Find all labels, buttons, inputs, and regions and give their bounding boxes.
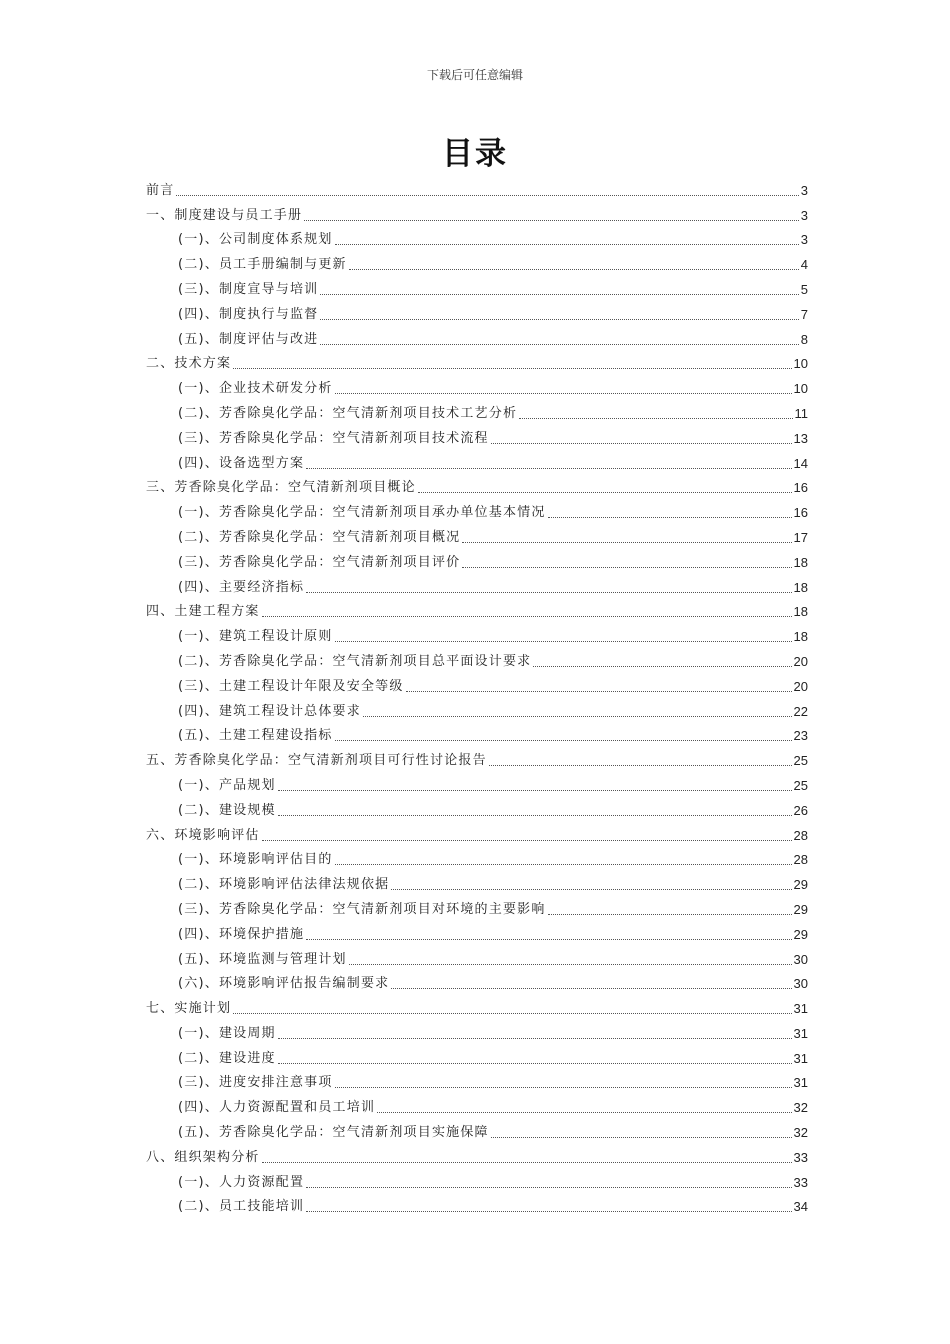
toc-subsection-entry[interactable] [146,1068,808,1093]
toc-subsection-entry[interactable] [146,969,808,994]
toc-entry-label: (三)、制度宣导与培训 [178,281,319,297]
toc-entry-label: 六、环境影响评估 [146,827,260,843]
toc-dot-leader [262,616,792,617]
toc-subsection-entry[interactable] [146,225,808,250]
toc-page-number: 10 [793,381,808,397]
toc-section-entry[interactable] [146,175,808,200]
toc-page-number: 32 [793,1125,808,1141]
toc-dot-leader [320,294,798,295]
toc-dot-leader [306,939,791,940]
toc-subsection-entry[interactable] [146,572,808,597]
toc-section-entry[interactable] [146,993,808,1018]
toc-dot-leader [548,914,792,915]
toc-section-entry[interactable] [146,349,808,374]
toc-entry-label: (三)、芳香除臭化学品：空气清新剂项目技术流程 [178,430,489,446]
toc-dot-leader [233,1013,791,1014]
toc-subsection-entry[interactable] [146,621,808,646]
toc-dot-leader [262,1162,792,1163]
toc-entry-label: (一)、公司制度体系规划 [178,232,333,248]
toc-page-number: 20 [793,653,808,669]
toc-entry-label: (四)、主要经济指标 [178,579,305,595]
toc-subsection-entry[interactable] [146,497,808,522]
toc-dot-leader [233,368,791,369]
toc-page-number: 13 [793,430,808,446]
toc-page-number: 31 [793,1025,808,1041]
toc-page-number: 18 [793,579,808,595]
toc-entry-label: (四)、设备选型方案 [178,455,305,471]
toc-subsection-entry[interactable] [146,1092,808,1117]
toc-dot-leader [462,567,791,568]
toc-dot-leader [491,443,792,444]
toc-entry-label: (二)、建设进度 [178,1050,276,1066]
toc-entry-label: (五)、芳香除臭化学品：空气清新剂项目实施保障 [178,1125,489,1141]
toc-dot-leader [548,517,792,518]
toc-dot-leader [278,1063,792,1064]
toc-subsection-entry[interactable] [146,547,808,572]
toc-page-number: 34 [793,1199,808,1215]
toc-subsection-entry[interactable] [146,770,808,795]
toc-page-number: 31 [793,1075,808,1091]
toc-entry-label: (三)、土建工程设计年限及安全等级 [178,678,404,694]
toc-entry-label: (二)、员工手册编制与更新 [178,257,347,273]
toc-entry-label: 二、技术方案 [146,356,232,372]
toc-section-entry[interactable] [146,745,808,770]
toc-dot-leader [335,641,792,642]
toc-entry-label: (一)、建筑工程设计原则 [178,629,333,645]
toc-dot-leader [335,393,792,394]
toc-page-number: 26 [793,802,808,818]
toc-entry-label: (五)、土建工程建设指标 [178,728,333,744]
toc-page-number: 32 [793,1100,808,1116]
toc-dot-leader [391,889,791,890]
toc-entry-label: 五、芳香除臭化学品：空气清新剂项目可行性讨论报告 [146,753,487,769]
toc-dot-leader [320,319,798,320]
toc-dot-leader [306,468,791,469]
toc-dot-leader [176,195,798,196]
toc-page-number: 3 [800,232,808,248]
toc-entry-label: (二)、芳香除臭化学品：空气清新剂项目技术工艺分析 [178,405,518,421]
toc-page-number: 3 [800,182,808,198]
toc-dot-leader [335,1087,792,1088]
toc-subsection-entry[interactable] [146,696,808,721]
toc-subsection-entry[interactable] [146,249,808,274]
toc-page-number: 29 [793,877,808,893]
toc-section-entry[interactable] [146,597,808,622]
toc-entry-label: 四、土建工程方案 [146,604,260,620]
toc-dot-leader [335,864,792,865]
toc-entry-label: (一)、产品规划 [178,777,276,793]
table-of-contents [146,175,808,1216]
toc-dot-leader [533,666,791,667]
toc-dot-leader [489,765,792,766]
toc-subsection-entry[interactable] [146,398,808,423]
toc-subsection-entry[interactable] [146,944,808,969]
toc-entry-label: (四)、建筑工程设计总体要求 [178,703,361,719]
toc-subsection-entry[interactable] [146,646,808,671]
toc-section-entry[interactable] [146,1142,808,1167]
toc-dot-leader [462,542,791,543]
toc-subsection-entry[interactable] [146,919,808,944]
toc-dot-leader [391,988,791,989]
toc-subsection-entry[interactable] [146,845,808,870]
toc-subsection-entry[interactable] [146,423,808,448]
toc-page-number: 29 [793,926,808,942]
toc-dot-leader [278,815,792,816]
toc-dot-leader [278,790,792,791]
toc-subsection-entry[interactable] [146,1117,808,1142]
toc-page-number: 18 [793,604,808,620]
toc-page-number: 28 [793,852,808,868]
toc-page-number: 18 [793,554,808,570]
page-header-note: 下载后可任意编辑 [426,68,523,82]
toc-page-number: 31 [793,1050,808,1066]
toc-entry-label: (三)、芳香除臭化学品：空气清新剂项目对环境的主要影响 [178,901,546,917]
toc-section-entry[interactable] [146,200,808,225]
toc-subsection-entry[interactable] [146,373,808,398]
toc-page-number: 22 [793,703,808,719]
toc-section-entry[interactable] [146,820,808,845]
toc-entry-label: (三)、进度安排注意事项 [178,1075,333,1091]
toc-page-number: 33 [793,1174,808,1190]
toc-page-number: 29 [793,901,808,917]
toc-subsection-entry[interactable] [146,522,808,547]
toc-entry-label: (五)、环境监测与管理计划 [178,951,347,967]
toc-entry-label: (二)、环境影响评估法律法规依据 [178,877,390,893]
toc-page-number: 33 [793,1149,808,1165]
toc-page-number: 4 [800,257,808,273]
toc-subsection-entry[interactable] [146,795,808,820]
toc-dot-leader [406,691,792,692]
toc-dot-leader [306,592,791,593]
toc-dot-leader [519,418,792,419]
toc-dot-leader [418,492,792,493]
toc-entry-label: (一)、芳香除臭化学品：空气清新剂项目承办单位基本情况 [178,505,546,521]
toc-page-number: 16 [793,480,808,496]
toc-dot-leader [262,840,792,841]
toc-page-number: 14 [793,455,808,471]
toc-dot-leader [349,269,799,270]
toc-page-number: 17 [793,529,808,545]
toc-page-number: 30 [793,951,808,967]
toc-entry-label: (三)、芳香除臭化学品：空气清新剂项目评价 [178,554,461,570]
toc-dot-leader [335,740,792,741]
toc-page-number: 23 [793,728,808,744]
toc-section-entry[interactable] [146,473,808,498]
toc-entry-label: (六)、环境影响评估报告编制要求 [178,976,390,992]
toc-subsection-entry[interactable] [146,448,808,473]
toc-dot-leader [363,716,792,717]
toc-entry-label: 八、组织架构分析 [146,1149,260,1165]
toc-subsection-entry[interactable] [146,1192,808,1217]
toc-subsection-entry[interactable] [146,1018,808,1043]
toc-entry-label: (四)、人力资源配置和员工培训 [178,1100,376,1116]
toc-page-number: 5 [800,281,808,297]
toc-subsection-entry[interactable] [146,721,808,746]
toc-dot-leader [278,1038,792,1039]
toc-subsection-entry[interactable] [146,324,808,349]
toc-entry-label: (一)、环境影响评估目的 [178,852,333,868]
toc-entry-label: (四)、制度执行与监督 [178,306,319,322]
toc-entry-label: 一、制度建设与员工手册 [146,207,303,223]
toc-page-number: 16 [793,505,808,521]
toc-dot-leader [306,1211,791,1212]
toc-entry-label: (二)、建设规模 [178,802,276,818]
toc-page-number: 10 [793,356,808,372]
toc-page-number: 20 [793,678,808,694]
toc-entry-label: (四)、环境保护措施 [178,926,305,942]
toc-dot-leader [335,244,799,245]
toc-dot-leader [306,1187,791,1188]
toc-page-number: 11 [794,405,808,421]
toc-subsection-entry[interactable] [146,1167,808,1192]
toc-entry-label: 七、实施计划 [146,1001,232,1017]
toc-page-number: 28 [793,827,808,843]
toc-dot-leader [320,344,798,345]
toc-subsection-entry[interactable] [146,299,808,324]
toc-dot-leader [491,1137,792,1138]
toc-page-number: 30 [793,976,808,992]
toc-dot-leader [304,220,799,221]
toc-page-number: 31 [793,1001,808,1017]
toc-entry-label: (一)、企业技术研发分析 [178,381,333,397]
toc-dot-leader [349,964,792,965]
toc-title: 目录 [442,136,508,172]
toc-subsection-entry[interactable] [146,894,808,919]
toc-dot-leader [377,1112,791,1113]
toc-entry-label: 前言 [146,182,175,198]
toc-entry-label: (一)、建设周期 [178,1025,276,1041]
toc-subsection-entry[interactable] [146,671,808,696]
toc-page-number: 7 [800,306,808,322]
toc-page-number: 18 [793,629,808,645]
toc-subsection-entry[interactable] [146,274,808,299]
toc-entry-label: (二)、芳香除臭化学品：空气清新剂项目概况 [178,529,461,545]
toc-entry-label: (二)、员工技能培训 [178,1199,305,1215]
toc-entry-label: (二)、芳香除臭化学品：空气清新剂项目总平面设计要求 [178,653,532,669]
toc-page-number: 8 [800,331,808,347]
toc-page-number: 25 [793,753,808,769]
toc-subsection-entry[interactable] [146,869,808,894]
toc-entry-label: 三、芳香除臭化学品：空气清新剂项目概论 [146,480,416,496]
toc-page-number: 3 [800,207,808,223]
toc-page-number: 25 [793,777,808,793]
toc-subsection-entry[interactable] [146,1043,808,1068]
toc-entry-label: (一)、人力资源配置 [178,1174,305,1190]
toc-entry-label: (五)、制度评估与改进 [178,331,319,347]
